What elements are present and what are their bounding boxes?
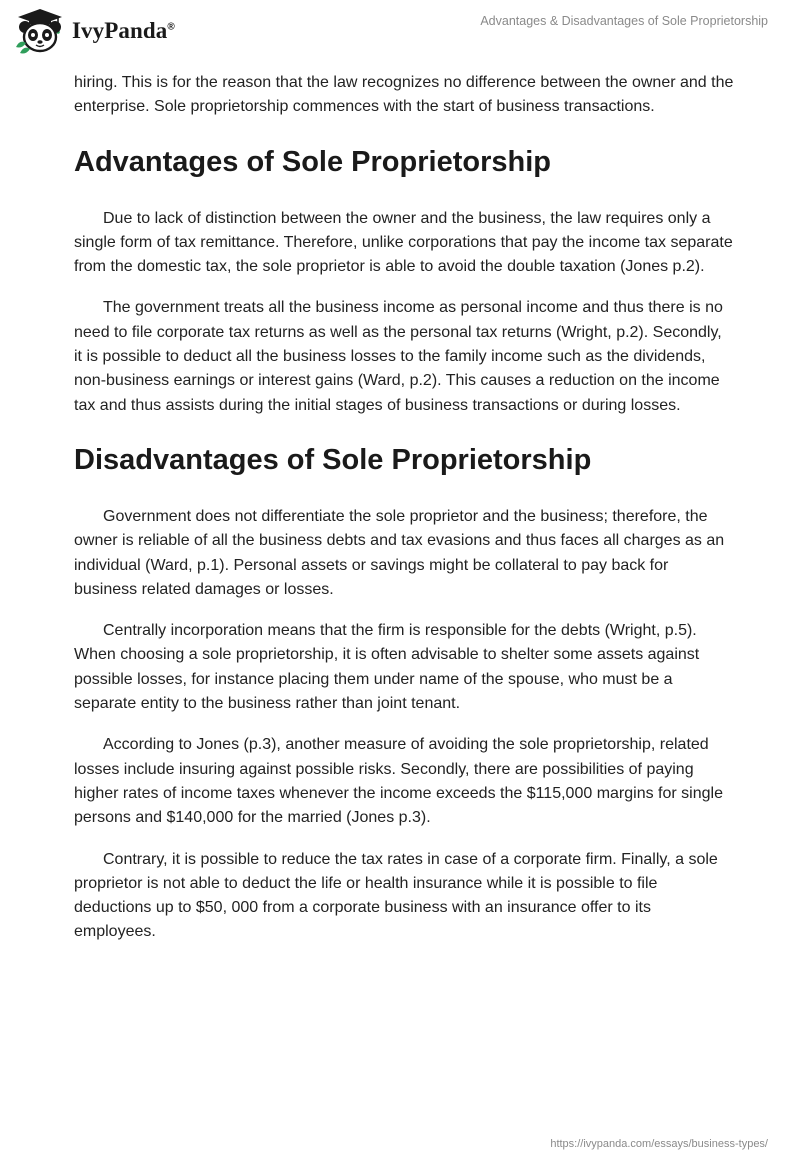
essay-content <box>74 71 734 962</box>
page-header <box>0 0 800 60</box>
panda-graduate-icon <box>14 7 66 55</box>
body-paragraph: Due to lack of distinction between the owner and the business, the law requires only a single form of tax remittance. Therefore, unlike corporations that pay the income tax separate from the domestic tax, the sole proprietor is able to avoid the double taxation (Jones p.2). <box>74 209 733 276</box>
body-paragraph: Government does not differentiate the sole proprietor and the business; therefore, the owner is reliable of all the business debts and tax evasions and thus faces all charges as an individual (Ward, p.1). Personal assets or savings might be collateral to pay back for business related damages or losses. <box>74 507 725 598</box>
body-paragraph: Centrally incorporation means that the firm is responsible for the debts (Wright, p.5). When choosing a sole proprietorship, it is often advisable to shelter some assets against possible losses, for instance placing them under name of the spouse, who must be a separate entity to the business rather than joint tenant. <box>74 622 700 713</box>
body-paragraph: Contrary, it is possible to reduce the tax rates in case of a corporate firm. Finally, a sole proprietor is not able to deduct the life or health insurance while it is possible to file deductions up to $50, 000 from a corporate business with an insurance offer to its employees. <box>74 850 718 941</box>
body-paragraph: According to Jones (p.3), another measure of avoiding the sole proprietorship, related losses include insuring against possible risks. Secondly, there are possibilities of paying higher rates of income taxes whenever the income exceeds the $115,000 margins for single persons and $140,000 for the married (Jones p.3). <box>74 736 723 827</box>
intro-paragraph: hiring. This is for the reason that the law recognizes no difference between the owner and the enterprise. Sole proprietorship commences with the start of business transactions. <box>74 74 734 116</box>
body-paragraph: The government treats all the business income as personal income and thus there is no need to file corporate tax returns as well as the personal tax returns (Wright, p.2). Secondly, it is possible to deduct all the business losses to the family income such as the dividends, non-business earnings or interest gains (Ward, p.2). This causes a reduction on the income tax and thus assists during the initial stages of business transactions or during losses. <box>74 299 723 414</box>
document-title: Advantages & Disadvantages of Sole Proprietorship <box>480 14 768 28</box>
logo-wordmark: IvyPanda® <box>72 18 175 43</box>
registered-mark: ® <box>167 21 175 33</box>
section-heading-advantages: Advantages of Sole Proprietorship <box>74 145 551 178</box>
ivypanda-logo[interactable] <box>14 6 175 56</box>
section-heading-disadvantages: Disadvantages of Sole Proprietorship <box>74 443 592 476</box>
source-url-link[interactable]: https://ivypanda.com/essays/business-types/ <box>550 1138 768 1150</box>
